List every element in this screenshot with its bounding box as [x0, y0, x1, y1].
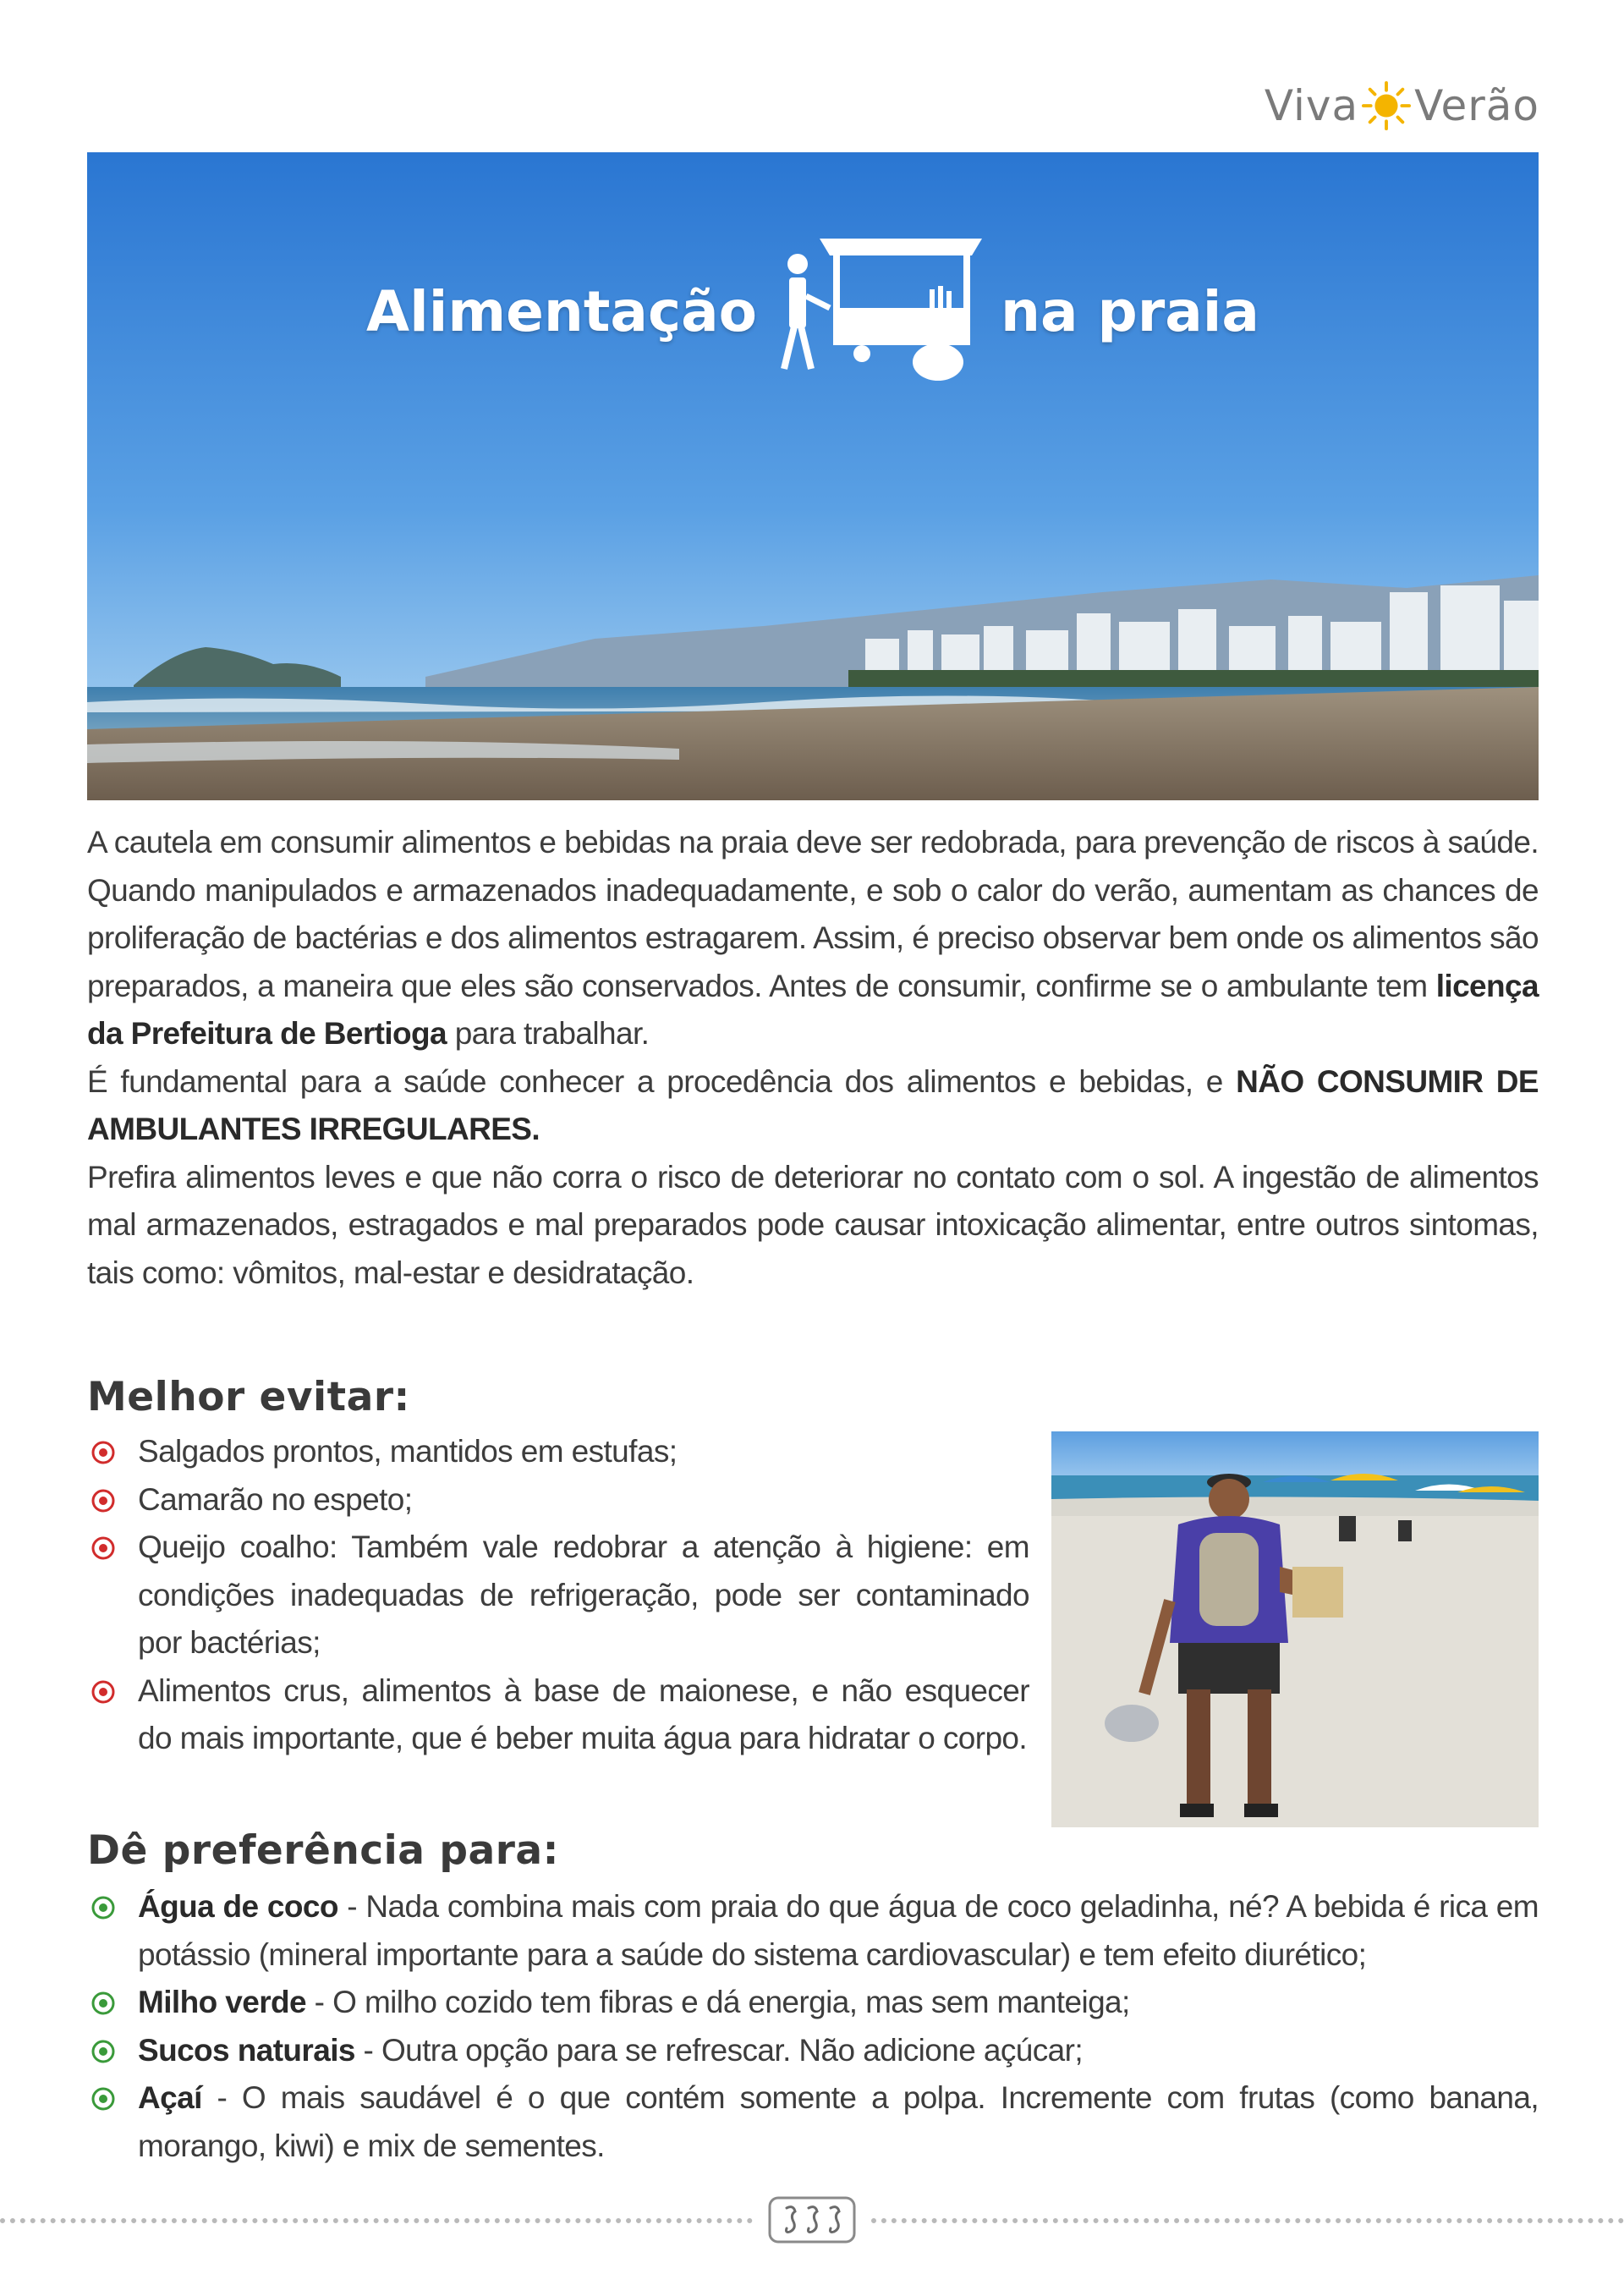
footer-dotted-rule-left — [0, 2218, 753, 2223]
avoid-list — [87, 1428, 1029, 1763]
hero-title-right: na praia — [1000, 278, 1259, 344]
avoid-item-text: Camarão no espeto; — [138, 1481, 413, 1517]
prefer-item-text: - Nada combina mais com praia do que água de coco geladinha, né? A bebida é rica em potássio (mineral importante para a saúde do sistema cardiovascular) e tem efeito diurético; — [138, 1889, 1539, 1972]
license-emphasis: licença da Prefeitura de Bertioga — [87, 968, 1539, 1051]
brand-word-viva: Viva — [1264, 81, 1359, 130]
hero-title — [87, 227, 1539, 396]
prefer-item — [87, 2074, 1539, 2170]
seahorses-logo-icon — [768, 2196, 856, 2244]
green-target-bullet-icon — [91, 1895, 116, 1920]
beach-vendor-photo — [1051, 1431, 1539, 1827]
prefer-item-text: - O mais saudável é o que contém somente a polpa. Incremente com frutas (como banana, morango, kiwi) e mix de sementes. — [138, 2080, 1539, 2163]
hero-title-left: Alimentação — [366, 278, 757, 344]
prefer-heading: Dê preferência para: — [87, 1827, 559, 1874]
prefer-item — [87, 1883, 1539, 1979]
food-cart-vendor-icon — [769, 227, 989, 396]
prefer-item-name: Milho verde — [138, 1985, 306, 2019]
prefer-item-text: - O milho cozido tem fibras e dá energia, mas sem manteiga; — [306, 1985, 1130, 2019]
prefer-item — [87, 2027, 1539, 2075]
avoid-item-text: Salgados prontos, mantidos em estufas; — [138, 1434, 678, 1469]
red-target-bullet-icon — [91, 1679, 116, 1705]
warning-emphasis: NÃO CONSUMIR DE AMBULANTES IRREGULARES. — [87, 1063, 1539, 1146]
avoid-item — [87, 1667, 1029, 1763]
red-target-bullet-icon — [91, 1440, 116, 1465]
intro-p1-end: para trabalhar. — [447, 1016, 650, 1051]
prefer-item-name: Açaí — [138, 2080, 202, 2115]
brand-word-verao: Verão — [1414, 81, 1539, 130]
intro-paragraph-3: Prefira alimentos leves e que não corra o risco de deteriorar no contato com o sol. A ingestão de alimentos mal armazenados, estragados e mal preparados pode causar intoxicação alimentar, entre outros sintomas, tais como: vômitos, mal-estar e desidratação. — [87, 1159, 1539, 1290]
prefer-item-text: - Outra opção para se refrescar. Não adicione açúcar; — [354, 2032, 1084, 2068]
footer-dotted-rule-right — [871, 2218, 1624, 2223]
green-target-bullet-icon — [91, 2086, 116, 2112]
red-target-bullet-icon — [91, 1488, 116, 1513]
intro-p1-text: A cautela em consumir alimentos e bebidas na praia deve ser redobrada, para prevenção de riscos à saúde. Quando manipulados e armazenados inadequadamente, e sob o calor do verão, aumentam as chances de proliferação de bactérias e dos alimentos estragarem. Assim, é preciso observar bem onde os alimentos são preparados, a maneira que eles são conservados. Antes de consumir, confirme se o ambulante tem — [87, 825, 1539, 1003]
avoid-item — [87, 1476, 1029, 1524]
green-target-bullet-icon — [91, 2039, 116, 2064]
avoid-item — [87, 1428, 1029, 1476]
red-target-bullet-icon — [91, 1535, 116, 1561]
intro-text — [87, 819, 1539, 1297]
hero-beach-image — [87, 152, 1539, 800]
intro-paragraph-1 — [87, 819, 1539, 1058]
prefer-item-name: Água de coco — [138, 1889, 338, 1924]
avoid-item — [87, 1524, 1029, 1667]
avoid-heading: Melhor evitar: — [87, 1374, 410, 1420]
sun-icon — [1362, 81, 1411, 130]
intro-p2-text: É fundamental para a saúde conhecer a procedência dos alimentos e bebidas, e — [87, 1063, 1237, 1099]
prefer-item-name: Sucos naturais — [138, 2032, 355, 2068]
intro-paragraph-2 — [87, 1058, 1539, 1154]
avoid-item-text: Queijo coalho: Também vale redobrar a atenção à higiene: em condições inadequadas de refrigeração, pode ser contaminado por bactérias; — [138, 1530, 1029, 1660]
prefer-item — [87, 1979, 1539, 2027]
brand-logo — [1265, 81, 1539, 130]
green-target-bullet-icon — [91, 1991, 116, 2016]
prefer-list — [87, 1883, 1539, 2170]
avoid-item-text: Alimentos crus, alimentos à base de maionese, e não esquecer do mais importante, que é beber muita água para hidratar o corpo. — [138, 1673, 1029, 1755]
